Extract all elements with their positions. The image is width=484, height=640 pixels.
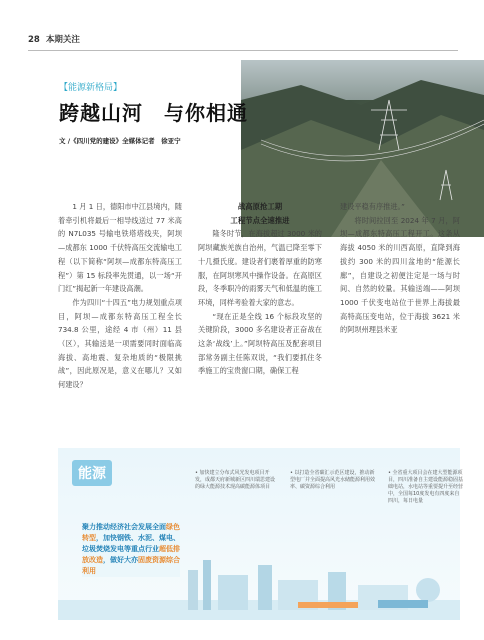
byline: 文 /《四川党的建设》全媒体记者 徐亚宁 (59, 137, 181, 145)
column-3 (340, 200, 460, 337)
section-name: 本期关注 (45, 35, 80, 45)
energy-badge: 能源 (72, 460, 112, 486)
column-1 (58, 200, 182, 392)
info-bullet: • 全省重大项目会在建大型能源项目，四川准备自主建设能源稳固基础电站，水电站等重要提升至经营中，全国每10度发电有四度来自四川，每日电量 (388, 470, 464, 504)
info-bullet: • 加快建立分布式风光发电项目开发，成都天府新城新区四川瑞思建设的绿大能源技术现高碳能源体项目 (195, 470, 276, 490)
article-title: 跨越山河 与你相通 (59, 101, 248, 125)
paragraph: 隆冬时节，在海拔超过 3000 米的阿坝藏族羌族自治州，气温已降至零下十几摄氏度。建设者们裹着厚重的防寒服，在阿坝寒风中操作设备。在高原区段，冬季职冷的雨雾天气和低温的施工环境，同样考验着大家的意志。 (198, 229, 322, 307)
energy-summary-text: 聚力推动经济社会发展全面绿色转型，加快钢铁、水泥、煤电、垃圾焚烧发电等重点行业超低排放改造，做好大亦固废资源综合利用 (82, 523, 180, 575)
paragraph: 1 月 1 日，德阳市中江县境内，随着牵引机将最后一相导线送过 77 米高的 N7L035 号输电铁塔塔线夹，阿坝—成都东 1000 千伏特高压交流输电工程（以下简称“阿坝—成都东特高压工程”）第 15 标段率先贯通，以一场“开门红”揭起新一年建设高潮。 (58, 202, 182, 294)
page-number: 28 (28, 35, 40, 45)
info-bullet: • 以打造全省碳汇示范区建设，推动新型电厂并全面提高风光水储能源利用效率、碳资源综合利用 (290, 470, 376, 490)
subheading: 工程节点全速推进 (230, 215, 290, 225)
paragraph: 将时间拉回至 2024 年 7 月，阿坝—成都东特高压工程开工。这条从海拔 4050 米的川西高原，直降到海拔约 300 米的四川盆地的“能源长廊”，自建设之初便注定是一场与时间、自然的较量。其输送端——阿坝 1000 千伏变电站位于世界上海拔最高特高压变电站，位于海拔 3621 米的阿坝州理县米亚 (340, 215, 460, 335)
header-rule (28, 50, 458, 51)
column-2 (198, 200, 322, 378)
paragraph: “现在正是全线 16 个标段攻坚的关键阶段，3000 多名建设者正奋战在这条‘战线’上。”阿坝特高压及配套项目部常务副主任陈双说，“我们要抓住冬季施工的宝贵窗口期，确保工程 (198, 311, 322, 376)
paragraph: 作为四川“十四五”电力规划重点项目，阿坝—成都东特高压工程全长 734.8 公里，途经 4 市（州）11 县（区），其输送是一项需要同时面临高海拔、高地震、复杂地质的“极限挑战”，因此原况是，意义在哪儿？又如何建设？ (58, 297, 182, 390)
page-header (28, 33, 80, 45)
paragraph: 建设平稳有序推进。” (340, 202, 405, 211)
article-category: 【能源新格局】 (59, 83, 123, 93)
subheading: 战高原抢工期 (237, 202, 283, 211)
